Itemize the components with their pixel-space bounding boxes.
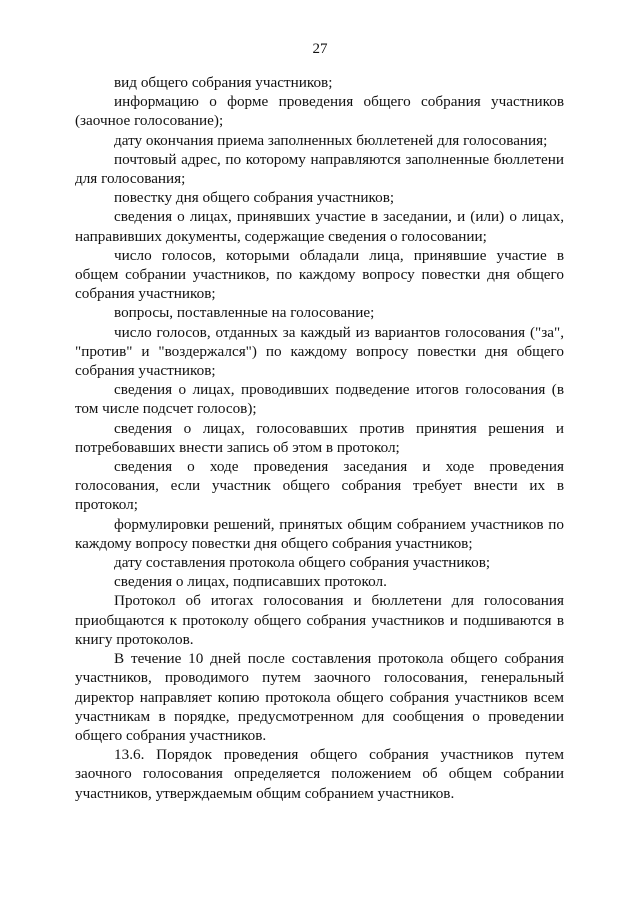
paragraph-protocol-date: дату составления протокола общего собрания участников; <box>114 554 491 572</box>
paragraph-section-13-6: 13.6. Порядок проведения общего собрания участников путем заочного голосования определяется положением об общем собрании участников, утверждаемым общим собранием участников. <box>75 746 564 802</box>
document-body <box>75 73 564 803</box>
paragraph-protocol-distribution: В течение 10 дней после составления протокола общего собрания участников, проводимого путем заочного голосования, генеральный директор направляет копию протокола общего собрания участников всем участникам в порядке, предусмотренном для сообщения о проведении общего собрания участников. <box>75 650 564 744</box>
paragraph-ballot-deadline: дату окончания приема заполненных бюллетеней для голосования; <box>114 131 548 149</box>
paragraph-dissenters: сведения о лицах, голосовавших против принятия решения и потребовавших внести запись об этом в протокол; <box>75 419 564 456</box>
paragraph-meeting-progress: сведения о ходе проведения заседания и ходе проведения голосования, если участник общего собрания требует внести их в протокол; <box>75 458 564 514</box>
paragraph-meeting-form: информацию о форме проведения общего собрания участников (заочное голосование); <box>75 93 564 130</box>
paragraph-protocol-attachment: Протокол об итогах голосования и бюллетени для голосования приобщаются к протоколу общего собрания участников и подшиваются в книгу протоколов. <box>75 592 564 648</box>
paragraph-votes-held: число голосов, которыми обладали лица, принявшие участие в общем собрании участников, по каждому вопросу повестки дня общего собрания участников; <box>75 246 564 303</box>
paragraph-decisions: формулировки решений, принятых общим собранием участников по каждому вопросу повестки дня общего собрания участников; <box>75 515 564 552</box>
paragraph-voting-questions: вопросы, поставленные на голосование; <box>114 304 375 322</box>
paragraph-meeting-type: вид общего собрания участников; <box>114 74 333 91</box>
paragraph-postal-address: почтовый адрес, по которому направляются заполненные бюллетени для голосования; <box>75 150 564 188</box>
paragraph-signatories: сведения о лицах, подписавших протокол. <box>114 573 387 591</box>
paragraph-vote-counters: сведения о лицах, проводивших подведение итогов голосования (в том числе подсчет голосов); <box>75 381 564 418</box>
paragraph-votes-cast: число голосов, отданных за каждый из вариантов голосования ("за", "против" и "воздержался") по каждому вопросу повестки дня общего собрания участников; <box>75 323 564 380</box>
paragraph-agenda: повестку дня общего собрания участников; <box>114 189 395 207</box>
page-number: 27 <box>312 41 328 57</box>
paragraph-participants: сведения о лицах, принявших участие в заседании, и (или) о лицах, направивших документы, содержащие сведения о голосовании; <box>75 208 564 245</box>
